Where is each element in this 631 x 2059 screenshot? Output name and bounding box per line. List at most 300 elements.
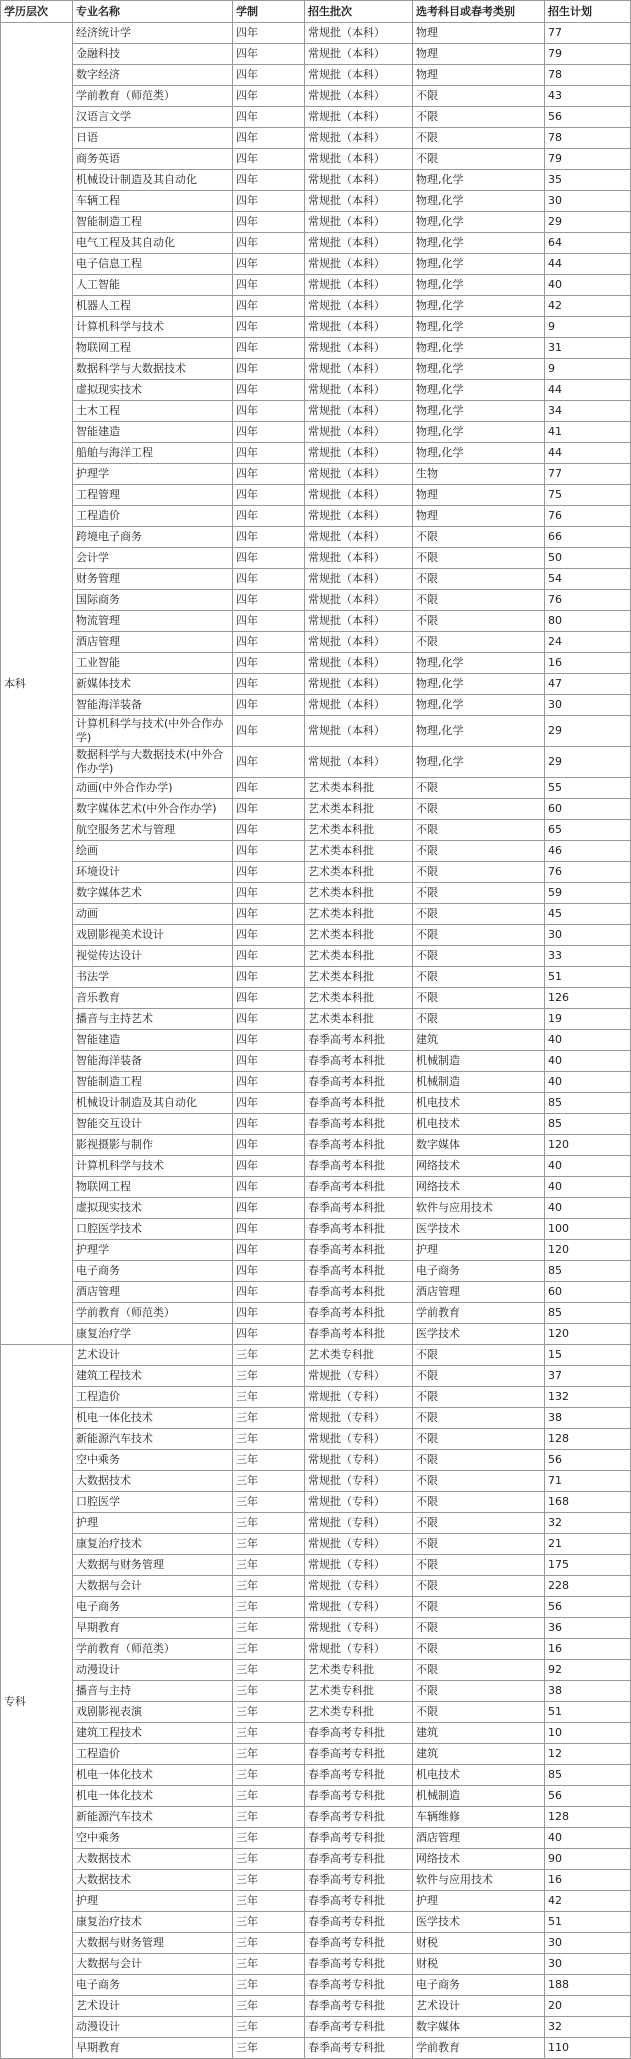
batch-cell: 艺术类专科批 <box>305 1660 413 1681</box>
plan-count-cell: 50 <box>545 548 631 569</box>
duration-cell: 三年 <box>233 1660 305 1681</box>
duration-cell: 四年 <box>233 820 305 841</box>
subjects-cell: 不限 <box>413 107 545 128</box>
subjects-cell: 不限 <box>413 1555 545 1576</box>
duration-cell: 四年 <box>233 611 305 632</box>
plan-count-cell: 9 <box>545 359 631 380</box>
batch-cell: 常规批（专科） <box>305 1597 413 1618</box>
plan-count-cell: 85 <box>545 1093 631 1114</box>
plan-count-cell: 64 <box>545 233 631 254</box>
plan-count-cell: 188 <box>545 1975 631 1996</box>
plan-count-cell: 36 <box>545 1618 631 1639</box>
plan-count-cell: 42 <box>545 296 631 317</box>
table-row <box>1 1240 631 1261</box>
batch-cell: 常规批（本科） <box>305 107 413 128</box>
major-cell: 航空服务艺术与管理 <box>73 820 233 841</box>
plan-count-cell: 228 <box>545 1576 631 1597</box>
duration-cell: 三年 <box>233 1597 305 1618</box>
duration-cell: 三年 <box>233 1744 305 1765</box>
table-row <box>1 1702 631 1723</box>
batch-cell: 常规批（本科） <box>305 149 413 170</box>
plan-count-cell: 32 <box>545 2017 631 2038</box>
batch-cell: 春季高考专科批 <box>305 1744 413 1765</box>
plan-count-cell: 30 <box>545 1933 631 1954</box>
major-cell: 大数据与会计 <box>73 1576 233 1597</box>
batch-cell: 常规批（本科） <box>305 548 413 569</box>
subjects-cell: 不限 <box>413 1513 545 1534</box>
duration-cell: 四年 <box>233 191 305 212</box>
batch-cell: 常规批（本科） <box>305 590 413 611</box>
major-cell: 虚拟现实技术 <box>73 1198 233 1219</box>
duration-cell: 四年 <box>233 1177 305 1198</box>
plan-count-cell: 77 <box>545 23 631 44</box>
major-cell: 工程造价 <box>73 1744 233 1765</box>
subjects-cell: 不限 <box>413 1681 545 1702</box>
batch-cell: 艺术类专科批 <box>305 1702 413 1723</box>
header-row <box>1 1 631 23</box>
table-body <box>1 23 631 2059</box>
table-row <box>1 1492 631 1513</box>
plan-count-cell: 34 <box>545 401 631 422</box>
table-row <box>1 2017 631 2038</box>
subjects-cell: 建筑 <box>413 1723 545 1744</box>
subjects-cell: 医学技术 <box>413 1912 545 1933</box>
duration-cell: 四年 <box>233 1324 305 1345</box>
batch-cell: 常规批（本科） <box>305 464 413 485</box>
subjects-cell: 护理 <box>413 1240 545 1261</box>
batch-cell: 常规批（本科） <box>305 254 413 275</box>
table-row <box>1 1996 631 2017</box>
plan-count-cell: 120 <box>545 1240 631 1261</box>
plan-count-cell: 40 <box>545 1156 631 1177</box>
table-row <box>1 1135 631 1156</box>
batch-cell: 艺术类本科批 <box>305 799 413 820</box>
subjects-cell: 物理,化学 <box>413 422 545 443</box>
subjects-cell: 机电技术 <box>413 1093 545 1114</box>
duration-cell: 三年 <box>233 1639 305 1660</box>
table-row <box>1 1471 631 1492</box>
batch-cell: 春季高考专科批 <box>305 1807 413 1828</box>
plan-count-cell: 78 <box>545 128 631 149</box>
batch-cell: 常规批（本科） <box>305 716 413 747</box>
major-cell: 大数据与财务管理 <box>73 1555 233 1576</box>
major-cell: 智能建造 <box>73 422 233 443</box>
duration-cell: 三年 <box>233 2017 305 2038</box>
subjects-cell: 物理,化学 <box>413 716 545 747</box>
table-row <box>1 527 631 548</box>
header-batch: 招生批次 <box>305 1 413 23</box>
table-row <box>1 1660 631 1681</box>
table-row <box>1 1345 631 1366</box>
subjects-cell: 机电技术 <box>413 1114 545 1135</box>
major-cell: 环境设计 <box>73 862 233 883</box>
subjects-cell: 不限 <box>413 1387 545 1408</box>
duration-cell: 三年 <box>233 1870 305 1891</box>
major-cell: 财务管理 <box>73 569 233 590</box>
subjects-cell: 不限 <box>413 1639 545 1660</box>
plan-count-cell: 15 <box>545 1345 631 1366</box>
duration-cell: 四年 <box>233 65 305 86</box>
table-row <box>1 1324 631 1345</box>
subjects-cell: 物理,化学 <box>413 443 545 464</box>
duration-cell: 四年 <box>233 778 305 799</box>
batch-cell: 常规批（专科） <box>305 1471 413 1492</box>
table-row <box>1 275 631 296</box>
table-row <box>1 946 631 967</box>
table-row <box>1 1975 631 1996</box>
plan-count-cell: 56 <box>545 1786 631 1807</box>
subjects-cell: 艺术设计 <box>413 1996 545 2017</box>
subjects-cell: 物理,化学 <box>413 747 545 778</box>
duration-cell: 四年 <box>233 548 305 569</box>
table-row <box>1 611 631 632</box>
major-cell: 建筑工程技术 <box>73 1723 233 1744</box>
plan-count-cell: 71 <box>545 1471 631 1492</box>
batch-cell: 常规批（本科） <box>305 65 413 86</box>
major-cell: 数字媒体艺术(中外合作办学) <box>73 799 233 820</box>
duration-cell: 三年 <box>233 1891 305 1912</box>
batch-cell: 常规批（本科） <box>305 338 413 359</box>
major-cell: 康复治疗技术 <box>73 1912 233 1933</box>
duration-cell: 三年 <box>233 1828 305 1849</box>
batch-cell: 春季高考本科批 <box>305 1135 413 1156</box>
duration-cell: 四年 <box>233 359 305 380</box>
subjects-cell: 不限 <box>413 1345 545 1366</box>
subjects-cell: 财税 <box>413 1954 545 1975</box>
major-cell: 书法学 <box>73 967 233 988</box>
table-row <box>1 1597 631 1618</box>
table-row <box>1 1366 631 1387</box>
table-row <box>1 1744 631 1765</box>
major-cell: 护理学 <box>73 464 233 485</box>
plan-count-cell: 38 <box>545 1681 631 1702</box>
major-cell: 空中乘务 <box>73 1828 233 1849</box>
table-row <box>1 1891 631 1912</box>
plan-count-cell: 29 <box>545 716 631 747</box>
major-cell: 动画 <box>73 904 233 925</box>
batch-cell: 春季高考专科批 <box>305 1996 413 2017</box>
batch-cell: 春季高考专科批 <box>305 1933 413 1954</box>
duration-cell: 四年 <box>233 632 305 653</box>
duration-cell: 三年 <box>233 1492 305 1513</box>
batch-cell: 艺术类本科批 <box>305 1009 413 1030</box>
plan-count-cell: 120 <box>545 1324 631 1345</box>
duration-cell: 四年 <box>233 1219 305 1240</box>
batch-cell: 春季高考专科批 <box>305 1828 413 1849</box>
subjects-cell: 不限 <box>413 128 545 149</box>
subjects-cell: 物理,化学 <box>413 359 545 380</box>
major-cell: 学前教育（师范类） <box>73 1303 233 1324</box>
plan-count-cell: 85 <box>545 1261 631 1282</box>
plan-count-cell: 75 <box>545 485 631 506</box>
major-cell: 物流管理 <box>73 611 233 632</box>
table-row <box>1 1912 631 1933</box>
duration-cell: 四年 <box>233 233 305 254</box>
plan-count-cell: 40 <box>545 1030 631 1051</box>
duration-cell: 四年 <box>233 695 305 716</box>
major-cell: 智能海洋装备 <box>73 1051 233 1072</box>
batch-cell: 常规批（专科） <box>305 1408 413 1429</box>
table-row <box>1 65 631 86</box>
major-cell: 动漫设计 <box>73 1660 233 1681</box>
duration-cell: 四年 <box>233 925 305 946</box>
subjects-cell: 物理,化学 <box>413 317 545 338</box>
duration-cell: 三年 <box>233 1555 305 1576</box>
plan-count-cell: 40 <box>545 1198 631 1219</box>
duration-cell: 四年 <box>233 1261 305 1282</box>
batch-cell: 春季高考本科批 <box>305 1093 413 1114</box>
major-cell: 数据科学与大数据技术 <box>73 359 233 380</box>
batch-cell: 艺术类本科批 <box>305 841 413 862</box>
major-cell: 智能制造工程 <box>73 1072 233 1093</box>
major-cell: 学前教育（师范类） <box>73 86 233 107</box>
major-cell: 工程造价 <box>73 506 233 527</box>
batch-cell: 常规批（本科） <box>305 359 413 380</box>
subjects-cell: 不限 <box>413 967 545 988</box>
batch-cell: 常规批（本科） <box>305 527 413 548</box>
major-cell: 土木工程 <box>73 401 233 422</box>
duration-cell: 四年 <box>233 883 305 904</box>
duration-cell: 四年 <box>233 841 305 862</box>
subjects-cell: 物理,化学 <box>413 275 545 296</box>
subjects-cell: 不限 <box>413 1597 545 1618</box>
table-row <box>1 1681 631 1702</box>
major-cell: 工程造价 <box>73 1387 233 1408</box>
table-row <box>1 464 631 485</box>
batch-cell: 艺术类专科批 <box>305 1345 413 1366</box>
batch-cell: 常规批（本科） <box>305 485 413 506</box>
plan-count-cell: 59 <box>545 883 631 904</box>
batch-cell: 春季高考专科批 <box>305 2038 413 2059</box>
major-cell: 跨境电子商务 <box>73 527 233 548</box>
table-row <box>1 695 631 716</box>
major-cell: 物联网工程 <box>73 338 233 359</box>
major-cell: 护理学 <box>73 1240 233 1261</box>
subjects-cell: 学前教育 <box>413 2038 545 2059</box>
plan-count-cell: 35 <box>545 170 631 191</box>
level-cell: 专科 <box>1 1345 73 2059</box>
batch-cell: 艺术类本科批 <box>305 988 413 1009</box>
major-cell: 动画(中外合作办学) <box>73 778 233 799</box>
batch-cell: 常规批（专科） <box>305 1387 413 1408</box>
subjects-cell: 不限 <box>413 799 545 820</box>
duration-cell: 三年 <box>233 1954 305 1975</box>
batch-cell: 春季高考专科批 <box>305 1954 413 1975</box>
major-cell: 艺术设计 <box>73 1345 233 1366</box>
table-row <box>1 653 631 674</box>
subjects-cell: 机械制造 <box>413 1786 545 1807</box>
table-row <box>1 128 631 149</box>
table-row <box>1 1261 631 1282</box>
duration-cell: 四年 <box>233 170 305 191</box>
table-row <box>1 443 631 464</box>
duration-cell: 四年 <box>233 422 305 443</box>
header-major: 专业名称 <box>73 1 233 23</box>
duration-cell: 三年 <box>233 1450 305 1471</box>
batch-cell: 常规批（本科） <box>305 380 413 401</box>
duration-cell: 四年 <box>233 317 305 338</box>
duration-cell: 四年 <box>233 527 305 548</box>
batch-cell: 常规批（专科） <box>305 1618 413 1639</box>
batch-cell: 春季高考本科批 <box>305 1177 413 1198</box>
batch-cell: 常规批（本科） <box>305 170 413 191</box>
major-cell: 国际商务 <box>73 590 233 611</box>
table-row <box>1 569 631 590</box>
batch-cell: 常规批（本科） <box>305 569 413 590</box>
plan-count-cell: 92 <box>545 1660 631 1681</box>
subjects-cell: 建筑 <box>413 1744 545 1765</box>
major-cell: 护理 <box>73 1891 233 1912</box>
duration-cell: 四年 <box>233 904 305 925</box>
batch-cell: 春季高考专科批 <box>305 1870 413 1891</box>
subjects-cell: 不限 <box>413 904 545 925</box>
plan-count-cell: 37 <box>545 1366 631 1387</box>
major-cell: 电气工程及其自动化 <box>73 233 233 254</box>
major-cell: 口腔医学 <box>73 1492 233 1513</box>
subjects-cell: 物理,化学 <box>413 233 545 254</box>
duration-cell: 四年 <box>233 1282 305 1303</box>
plan-count-cell: 126 <box>545 988 631 1009</box>
major-cell: 大数据技术 <box>73 1849 233 1870</box>
plan-count-cell: 40 <box>545 275 631 296</box>
major-cell: 机器人工程 <box>73 296 233 317</box>
duration-cell: 四年 <box>233 799 305 820</box>
duration-cell: 四年 <box>233 1135 305 1156</box>
duration-cell: 四年 <box>233 674 305 695</box>
plan-count-cell: 24 <box>545 632 631 653</box>
batch-cell: 艺术类本科批 <box>305 862 413 883</box>
plan-count-cell: 16 <box>545 1639 631 1660</box>
batch-cell: 艺术类本科批 <box>305 967 413 988</box>
duration-cell: 四年 <box>233 862 305 883</box>
table-row <box>1 1849 631 1870</box>
plan-count-cell: 85 <box>545 1303 631 1324</box>
duration-cell: 三年 <box>233 1576 305 1597</box>
plan-count-cell: 77 <box>545 464 631 485</box>
subjects-cell: 物理,化学 <box>413 170 545 191</box>
subjects-cell: 护理 <box>413 1891 545 1912</box>
plan-count-cell: 66 <box>545 527 631 548</box>
table-row <box>1 401 631 422</box>
table-row <box>1 359 631 380</box>
plan-count-cell: 168 <box>545 1492 631 1513</box>
major-cell: 康复治疗学 <box>73 1324 233 1345</box>
plan-count-cell: 9 <box>545 317 631 338</box>
plan-count-cell: 30 <box>545 191 631 212</box>
table-row <box>1 967 631 988</box>
duration-cell: 三年 <box>233 1513 305 1534</box>
subjects-cell: 不限 <box>413 841 545 862</box>
major-cell: 早期教育 <box>73 1618 233 1639</box>
duration-cell: 四年 <box>233 946 305 967</box>
duration-cell: 三年 <box>233 1345 305 1366</box>
duration-cell: 四年 <box>233 653 305 674</box>
batch-cell: 常规批（本科） <box>305 506 413 527</box>
major-cell: 汉语言文学 <box>73 107 233 128</box>
batch-cell: 春季高考专科批 <box>305 1765 413 1786</box>
batch-cell: 春季高考本科批 <box>305 1114 413 1135</box>
batch-cell: 常规批（本科） <box>305 191 413 212</box>
major-cell: 艺术设计 <box>73 1996 233 2017</box>
batch-cell: 常规批（本科） <box>305 86 413 107</box>
duration-cell: 四年 <box>233 506 305 527</box>
plan-count-cell: 40 <box>545 1051 631 1072</box>
subjects-cell: 软件与应用技术 <box>413 1198 545 1219</box>
duration-cell: 三年 <box>233 1996 305 2017</box>
major-cell: 酒店管理 <box>73 1282 233 1303</box>
batch-cell: 春季高考本科批 <box>305 1303 413 1324</box>
table-row <box>1 1198 631 1219</box>
subjects-cell: 医学技术 <box>413 1324 545 1345</box>
batch-cell: 常规批（专科） <box>305 1555 413 1576</box>
plan-count-cell: 12 <box>545 1744 631 1765</box>
duration-cell: 四年 <box>233 107 305 128</box>
table-row <box>1 904 631 925</box>
major-cell: 大数据与财务管理 <box>73 1933 233 1954</box>
major-cell: 虚拟现实技术 <box>73 380 233 401</box>
duration-cell: 四年 <box>233 747 305 778</box>
major-cell: 数据科学与大数据技术(中外合作办学) <box>73 747 233 778</box>
table-row <box>1 1870 631 1891</box>
duration-cell: 四年 <box>233 296 305 317</box>
subjects-cell: 建筑 <box>413 1030 545 1051</box>
batch-cell: 常规批（本科） <box>305 674 413 695</box>
plan-count-cell: 16 <box>545 653 631 674</box>
subjects-cell: 物理,化学 <box>413 338 545 359</box>
plan-count-cell: 56 <box>545 107 631 128</box>
table-row <box>1 1639 631 1660</box>
duration-cell: 三年 <box>233 1765 305 1786</box>
plan-count-cell: 76 <box>545 506 631 527</box>
plan-count-cell: 44 <box>545 254 631 275</box>
table-row <box>1 716 631 747</box>
table-row <box>1 86 631 107</box>
subjects-cell: 不限 <box>413 925 545 946</box>
plan-count-cell: 80 <box>545 611 631 632</box>
subjects-cell: 网络技术 <box>413 1849 545 1870</box>
major-cell: 影视摄影与制作 <box>73 1135 233 1156</box>
plan-count-cell: 128 <box>545 1807 631 1828</box>
table-row <box>1 1009 631 1030</box>
major-cell: 大数据技术 <box>73 1471 233 1492</box>
table-row <box>1 1513 631 1534</box>
table-row <box>1 1933 631 1954</box>
duration-cell: 三年 <box>233 1429 305 1450</box>
major-cell: 动漫设计 <box>73 2017 233 2038</box>
plan-count-cell: 20 <box>545 1996 631 2017</box>
plan-count-cell: 85 <box>545 1765 631 1786</box>
batch-cell: 常规批（本科） <box>305 275 413 296</box>
plan-count-cell: 90 <box>545 1849 631 1870</box>
subjects-cell: 不限 <box>413 988 545 1009</box>
duration-cell: 四年 <box>233 1240 305 1261</box>
subjects-cell: 电子商务 <box>413 1975 545 1996</box>
plan-count-cell: 76 <box>545 590 631 611</box>
table-row <box>1 296 631 317</box>
plan-count-cell: 43 <box>545 86 631 107</box>
major-cell: 商务英语 <box>73 149 233 170</box>
batch-cell: 常规批（专科） <box>305 1429 413 1450</box>
duration-cell: 四年 <box>233 464 305 485</box>
batch-cell: 常规批（本科） <box>305 296 413 317</box>
plan-count-cell: 40 <box>545 1828 631 1849</box>
table-row <box>1 317 631 338</box>
major-cell: 智能制造工程 <box>73 212 233 233</box>
batch-cell: 常规批（本科） <box>305 747 413 778</box>
plan-count-cell: 33 <box>545 946 631 967</box>
duration-cell: 四年 <box>233 443 305 464</box>
major-cell: 早期教育 <box>73 2038 233 2059</box>
